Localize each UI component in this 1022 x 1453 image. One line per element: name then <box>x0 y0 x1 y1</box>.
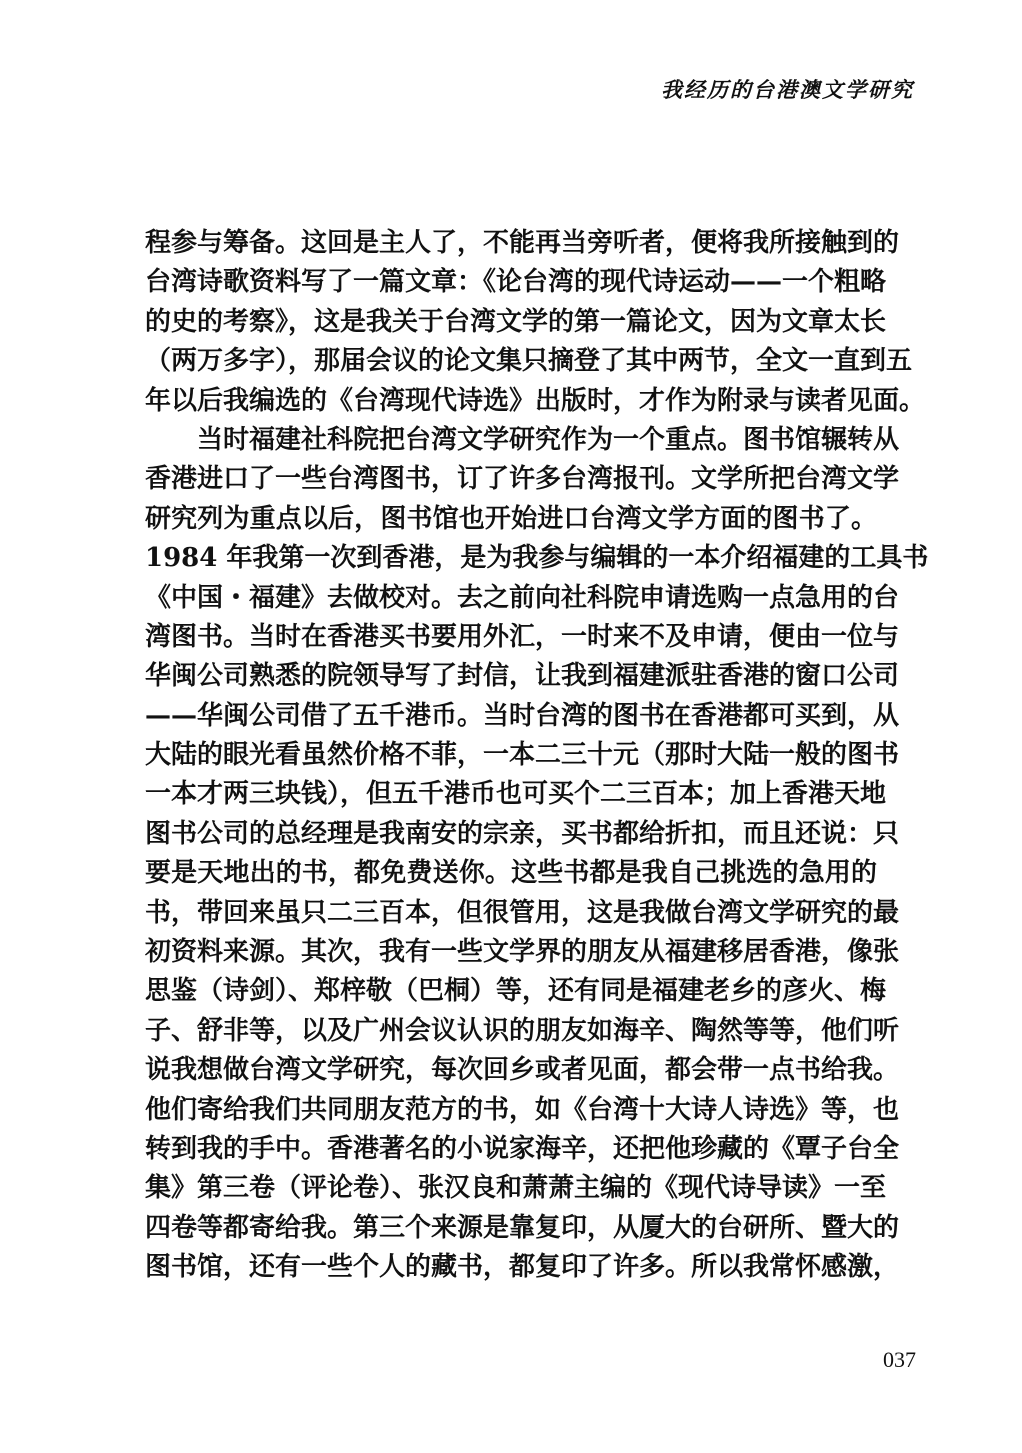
text-line: 湾图书。当时在香港买书要用外汇，一时来不及申请，便由一位与 <box>145 621 900 652</box>
text-line: 大陆的眼光看虽然价格不菲，一本二三十元（那时大陆一般的图书 <box>145 740 900 771</box>
text-line: 年以后我编选的《台湾现代诗选》出版时，才作为附录与读者见面。 <box>145 385 926 416</box>
text-line: 四卷等都寄给我。第三个来源是靠复印，从厦大的台研所、暨大的 <box>145 1212 900 1243</box>
text-line: 的史的考察》，这是我关于台湾文学的第一篇论文，因为文章太长 <box>145 306 887 337</box>
text-line: 转到我的手中。香港著名的小说家海辛，还把他珍藏的《覃子台全 <box>145 1133 900 1164</box>
text-line: 香港进口了一些台湾图书，订了许多台湾报刊。文学所把台湾文学 <box>145 464 900 495</box>
running-header: 我经历的台港澳文学研究 <box>661 77 914 102</box>
text-line: 华闽公司熟悉的院领导写了封信，让我到福建派驻香港的窗口公司 <box>145 661 900 692</box>
text-line: 台湾诗歌资料写了一篇文章：《论台湾的现代诗运动——一个粗略 <box>145 267 887 298</box>
text-line: 思鉴（诗剑）、郑梓敬（巴桐）等，还有同是福建老乡的彦火、梅 <box>145 976 887 1007</box>
text-line: 图书公司的总经理是我南安的宗亲，买书都给折扣，而且还说：只 <box>145 818 900 849</box>
text-line: 一本才两三块钱），但五千港币也可买个二三百本；加上香港天地 <box>145 779 887 810</box>
text-line: 说我想做台湾文学研究，每次回乡或者见面，都会带一点书给我。 <box>145 1055 900 1086</box>
text-line: 要是天地出的书，都免费送你。这些书都是我自己挑选的急用的 <box>145 858 877 889</box>
text-line: 当时福建社科院把台湾文学研究作为一个重点。图书馆辗转从 <box>145 424 900 455</box>
text-line: 研究列为重点以后，图书馆也开始进口台湾文学方面的图书了。 <box>145 503 877 534</box>
text-line: 集》第三卷（评论卷）、张汉良和萧萧主编的《现代诗导读》一至 <box>145 1173 887 1204</box>
text-line: ——华闽公司借了五千港币。当时台湾的图书在香港都可买到，从 <box>145 700 900 731</box>
text-line: 程参与筹备。这回是主人了，不能再当旁听者，便将我所接触到的 <box>145 228 900 258</box>
body-text <box>145 224 929 1288</box>
text-line: 书，带回来虽只二三百本，但很管用，这是我做台湾文学研究的最 <box>145 897 900 928</box>
text-line: 《中国・福建》去做校对。去之前向社科院申请选购一点急用的台 <box>145 582 900 613</box>
text-line: 他们寄给我们共同朋友范方的书，如《台湾十大诗人诗选》等，也 <box>145 1094 900 1125</box>
text-line: 图书馆，还有一些个人的藏书，都复印了许多。所以我常怀感激， <box>145 1252 900 1283</box>
text-line: 子、舒非等，以及广州会议认识的朋友如海辛、陶然等等，他们听 <box>145 1015 900 1046</box>
page-number: 037 <box>883 1347 916 1372</box>
text-line: 1984 年我第一次到香港，是为我参与编辑的一本介绍福建的工具书 <box>145 543 929 574</box>
text-line: 初资料来源。其次，我有一些文学界的朋友从福建移居香港，像张 <box>145 937 900 968</box>
text-line: （两万多字），那届会议的论文集只摘登了其中两节，全文一直到五 <box>145 346 913 377</box>
